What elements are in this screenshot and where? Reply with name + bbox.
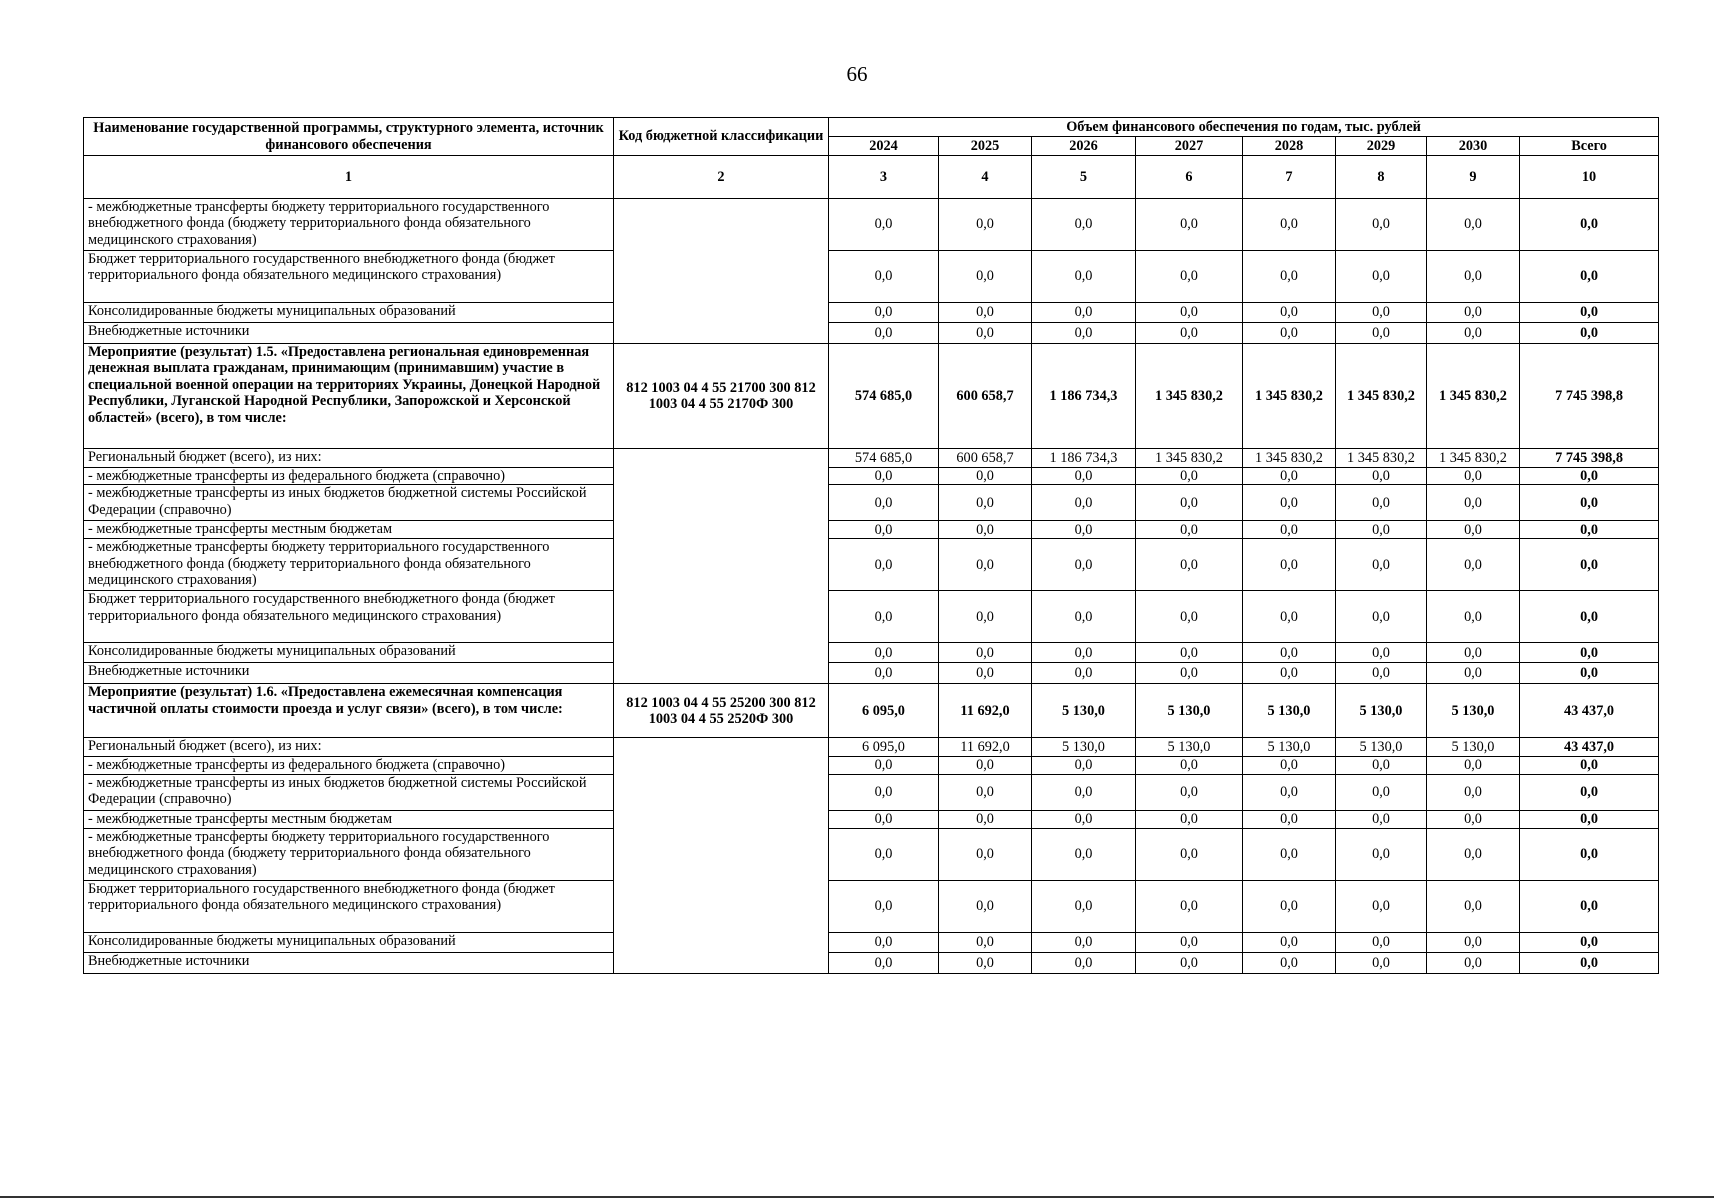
year-value: 0,0 <box>1032 774 1136 810</box>
year-value: 5 130,0 <box>1032 738 1136 757</box>
year-value: 6 095,0 <box>829 684 939 738</box>
year-value: 1 345 830,2 <box>1136 449 1243 468</box>
table-row <box>84 952 1659 973</box>
year-value: 0,0 <box>1032 757 1136 774</box>
year-value: 0,0 <box>1136 199 1243 251</box>
year-value: 0,0 <box>1336 468 1427 485</box>
year-value: 0,0 <box>1243 757 1336 774</box>
row-name: Внебюджетные источники <box>84 323 614 344</box>
year-value: 0,0 <box>1136 323 1243 344</box>
year-value: 0,0 <box>1243 643 1336 663</box>
financing-table <box>83 117 1659 974</box>
year-value: 0,0 <box>1243 199 1336 251</box>
year-value: 1 186 734,3 <box>1032 344 1136 449</box>
year-value: 0,0 <box>1336 521 1427 539</box>
year-value: 0,0 <box>1243 539 1336 591</box>
total-value: 0,0 <box>1520 757 1659 774</box>
year-value: 0,0 <box>1136 303 1243 323</box>
total-value: 0,0 <box>1520 774 1659 810</box>
year-value: 0,0 <box>1136 591 1243 643</box>
year-value: 0,0 <box>1243 774 1336 810</box>
header-code: Код бюджетной классификации <box>614 118 829 156</box>
year-value: 0,0 <box>939 810 1032 828</box>
year-value: 11 692,0 <box>939 684 1032 738</box>
total-value: 0,0 <box>1520 251 1659 303</box>
year-value: 0,0 <box>1136 251 1243 303</box>
row-name: - межбюджетные трансферты бюджету территориального государственного внебюджетного фонда (бюджету территориального фонда обязательного медицинского страхования) <box>84 199 614 251</box>
year-value: 5 130,0 <box>1243 684 1336 738</box>
year-value: 0,0 <box>1032 303 1136 323</box>
table-row <box>84 251 1659 303</box>
year-value: 0,0 <box>1243 663 1336 684</box>
total-value: 0,0 <box>1520 663 1659 684</box>
year-value: 0,0 <box>1336 757 1427 774</box>
year-value: 0,0 <box>939 251 1032 303</box>
year-value: 600 658,7 <box>939 449 1032 468</box>
year-value: 574 685,0 <box>829 344 939 449</box>
year-value: 0,0 <box>1336 539 1427 591</box>
year-value: 0,0 <box>939 539 1032 591</box>
year-value: 0,0 <box>1336 199 1427 251</box>
year-value: 0,0 <box>1427 774 1520 810</box>
total-value: 0,0 <box>1520 323 1659 344</box>
year-value: 5 130,0 <box>1243 738 1336 757</box>
year-value: 0,0 <box>1336 643 1427 663</box>
year-value: 0,0 <box>1243 303 1336 323</box>
total-value: 0,0 <box>1520 468 1659 485</box>
year-value: 1 345 830,2 <box>1136 344 1243 449</box>
year-value: 5 130,0 <box>1336 684 1427 738</box>
header-year: 2030 <box>1427 137 1520 156</box>
year-value: 0,0 <box>939 468 1032 485</box>
year-value: 0,0 <box>1032 468 1136 485</box>
year-value: 0,0 <box>1032 828 1136 880</box>
year-value: 0,0 <box>1427 828 1520 880</box>
table-row <box>84 344 1659 449</box>
year-value: 0,0 <box>829 952 939 973</box>
year-value: 0,0 <box>939 932 1032 952</box>
year-value: 1 345 830,2 <box>1243 449 1336 468</box>
row-name: Внебюджетные источники <box>84 663 614 684</box>
table-row <box>84 591 1659 643</box>
year-value: 0,0 <box>1243 880 1336 932</box>
row-name: Консолидированные бюджеты муниципальных образований <box>84 643 614 663</box>
column-number: 1 <box>84 156 614 199</box>
year-value: 0,0 <box>1336 810 1427 828</box>
total-value: 43 437,0 <box>1520 684 1659 738</box>
year-value: 0,0 <box>829 932 939 952</box>
year-value: 1 345 830,2 <box>1336 449 1427 468</box>
year-value: 0,0 <box>1032 323 1136 344</box>
column-number: 7 <box>1243 156 1336 199</box>
year-value: 0,0 <box>829 828 939 880</box>
year-value: 0,0 <box>829 663 939 684</box>
year-value: 0,0 <box>829 303 939 323</box>
scan-edge-line <box>0 1196 1714 1198</box>
header-total: Всего <box>1520 137 1659 156</box>
header-year: 2028 <box>1243 137 1336 156</box>
year-value: 0,0 <box>1032 199 1136 251</box>
column-number: 9 <box>1427 156 1520 199</box>
total-value: 0,0 <box>1520 932 1659 952</box>
row-name: Региональный бюджет (всего), из них: <box>84 449 614 468</box>
year-value: 0,0 <box>829 323 939 344</box>
table-row <box>84 539 1659 591</box>
table-row <box>84 932 1659 952</box>
row-name: - межбюджетные трансферты из федерального бюджета (справочно) <box>84 468 614 485</box>
year-value: 0,0 <box>1243 521 1336 539</box>
year-value: 0,0 <box>1336 952 1427 973</box>
year-value: 5 130,0 <box>1427 684 1520 738</box>
total-value: 0,0 <box>1520 952 1659 973</box>
year-value: 0,0 <box>1032 539 1136 591</box>
total-value: 0,0 <box>1520 539 1659 591</box>
header-year: 2027 <box>1136 137 1243 156</box>
budget-code-empty <box>614 199 829 344</box>
table-row <box>84 684 1659 738</box>
year-value: 0,0 <box>1427 932 1520 952</box>
year-value: 574 685,0 <box>829 449 939 468</box>
year-value: 1 345 830,2 <box>1427 344 1520 449</box>
row-name: - межбюджетные трансферты местным бюджетам <box>84 521 614 539</box>
year-value: 0,0 <box>939 774 1032 810</box>
total-value: 43 437,0 <box>1520 738 1659 757</box>
year-value: 0,0 <box>1032 932 1136 952</box>
row-name: Бюджет территориального государственного внебюджетного фонда (бюджет территориального фонда обязательного медицинского страхования) <box>84 880 614 932</box>
year-value: 0,0 <box>939 828 1032 880</box>
year-value: 5 130,0 <box>1336 738 1427 757</box>
year-value: 1 345 830,2 <box>1336 344 1427 449</box>
page-number: 66 <box>846 62 868 86</box>
year-value: 0,0 <box>1243 952 1336 973</box>
row-name: - межбюджетные трансферты из иных бюджетов бюджетной системы Российской Федерации (справочно) <box>84 485 614 521</box>
year-value: 0,0 <box>1427 643 1520 663</box>
table-row <box>84 303 1659 323</box>
year-value: 0,0 <box>1427 880 1520 932</box>
year-value: 0,0 <box>1136 932 1243 952</box>
column-number: 2 <box>614 156 829 199</box>
year-value: 0,0 <box>829 539 939 591</box>
header-year: 2026 <box>1032 137 1136 156</box>
year-value: 0,0 <box>1336 880 1427 932</box>
total-value: 0,0 <box>1520 643 1659 663</box>
year-value: 0,0 <box>1427 303 1520 323</box>
row-name: Консолидированные бюджеты муниципальных образований <box>84 303 614 323</box>
header-name: Наименование государственной программы, структурного элемента, источник финансового обеспечения <box>84 118 614 156</box>
year-value: 0,0 <box>1427 663 1520 684</box>
year-value: 0,0 <box>1136 828 1243 880</box>
year-value: 0,0 <box>829 757 939 774</box>
year-value: 0,0 <box>1136 774 1243 810</box>
total-value: 0,0 <box>1520 880 1659 932</box>
total-value: 0,0 <box>1520 485 1659 521</box>
year-value: 0,0 <box>1136 757 1243 774</box>
year-value: 0,0 <box>1136 539 1243 591</box>
year-value: 0,0 <box>829 199 939 251</box>
year-value: 0,0 <box>1427 810 1520 828</box>
table-row <box>84 810 1659 828</box>
year-value: 0,0 <box>1243 323 1336 344</box>
total-value: 0,0 <box>1520 521 1659 539</box>
year-value: 0,0 <box>1032 952 1136 973</box>
total-value: 7 745 398,8 <box>1520 449 1659 468</box>
year-value: 0,0 <box>939 663 1032 684</box>
table-row <box>84 757 1659 774</box>
year-value: 0,0 <box>1243 251 1336 303</box>
year-value: 0,0 <box>1243 828 1336 880</box>
year-value: 0,0 <box>939 591 1032 643</box>
year-value: 0,0 <box>829 468 939 485</box>
year-value: 0,0 <box>1136 643 1243 663</box>
year-value: 0,0 <box>1136 880 1243 932</box>
row-name: - межбюджетные трансферты бюджету территориального государственного внебюджетного фонда (бюджету территориального фонда обязательного медицинского страхования) <box>84 828 614 880</box>
year-value: 0,0 <box>939 521 1032 539</box>
total-value: 0,0 <box>1520 810 1659 828</box>
table-row <box>84 738 1659 757</box>
column-number: 4 <box>939 156 1032 199</box>
year-value: 0,0 <box>1336 303 1427 323</box>
year-value: 0,0 <box>829 774 939 810</box>
year-value: 0,0 <box>1427 251 1520 303</box>
year-value: 0,0 <box>939 323 1032 344</box>
row-name: Внебюджетные источники <box>84 952 614 973</box>
table-row <box>84 774 1659 810</box>
year-value: 5 130,0 <box>1136 738 1243 757</box>
table-row <box>84 449 1659 468</box>
year-value: 0,0 <box>1427 468 1520 485</box>
year-value: 0,0 <box>1427 757 1520 774</box>
year-value: 0,0 <box>829 591 939 643</box>
total-value: 7 745 398,8 <box>1520 344 1659 449</box>
row-name: - межбюджетные трансферты местным бюджетам <box>84 810 614 828</box>
table-row <box>84 521 1659 539</box>
year-value: 0,0 <box>1243 932 1336 952</box>
total-value: 0,0 <box>1520 828 1659 880</box>
table-row <box>84 199 1659 251</box>
year-value: 11 692,0 <box>939 738 1032 757</box>
year-value: 0,0 <box>1336 774 1427 810</box>
year-value: 0,0 <box>1336 323 1427 344</box>
budget-code: 812 1003 04 4 55 21700 300 812 1003 04 4 55 2170Ф 300 <box>614 344 829 449</box>
year-value: 0,0 <box>1427 521 1520 539</box>
year-value: 0,0 <box>829 485 939 521</box>
table-body <box>84 199 1659 974</box>
budget-code-empty <box>614 738 829 973</box>
year-value: 0,0 <box>1336 828 1427 880</box>
year-value: 0,0 <box>1136 952 1243 973</box>
year-value: 0,0 <box>1336 663 1427 684</box>
year-value: 6 095,0 <box>829 738 939 757</box>
year-value: 0,0 <box>1243 485 1336 521</box>
total-value: 0,0 <box>1520 591 1659 643</box>
header-year: 2029 <box>1336 137 1427 156</box>
column-number: 5 <box>1032 156 1136 199</box>
year-value: 0,0 <box>1136 521 1243 539</box>
table-row <box>84 323 1659 344</box>
row-name: - межбюджетные трансферты из федерального бюджета (справочно) <box>84 757 614 774</box>
year-value: 0,0 <box>1136 810 1243 828</box>
row-name: Бюджет территориального государственного внебюджетного фонда (бюджет территориального фонда обязательного медицинского страхования) <box>84 251 614 303</box>
column-number: 3 <box>829 156 939 199</box>
year-value: 5 130,0 <box>1427 738 1520 757</box>
row-name: - межбюджетные трансферты из иных бюджетов бюджетной системы Российской Федерации (справочно) <box>84 774 614 810</box>
year-value: 0,0 <box>939 952 1032 973</box>
year-value: 0,0 <box>1032 251 1136 303</box>
year-value: 5 130,0 <box>1032 684 1136 738</box>
year-value: 0,0 <box>1336 485 1427 521</box>
year-value: 0,0 <box>1032 643 1136 663</box>
row-name: Бюджет территориального государственного внебюджетного фонда (бюджет территориального фонда обязательного медицинского страхования) <box>84 591 614 643</box>
row-name: Региональный бюджет (всего), из них: <box>84 738 614 757</box>
year-value: 0,0 <box>1032 521 1136 539</box>
year-value: 0,0 <box>939 643 1032 663</box>
header-volume: Объем финансового обеспечения по годам, тыс. рублей <box>829 118 1659 137</box>
year-value: 0,0 <box>1032 880 1136 932</box>
year-value: 0,0 <box>1136 468 1243 485</box>
year-value: 1 186 734,3 <box>1032 449 1136 468</box>
row-name: Консолидированные бюджеты муниципальных образований <box>84 932 614 952</box>
budget-code: 812 1003 04 4 55 25200 300 812 1003 04 4 55 2520Ф 300 <box>614 684 829 738</box>
table-row <box>84 643 1659 663</box>
table-row <box>84 468 1659 485</box>
column-number: 6 <box>1136 156 1243 199</box>
total-value: 0,0 <box>1520 303 1659 323</box>
year-value: 0,0 <box>1427 485 1520 521</box>
year-value: 0,0 <box>1336 932 1427 952</box>
table-row <box>84 828 1659 880</box>
total-value: 0,0 <box>1520 199 1659 251</box>
year-value: 1 345 830,2 <box>1243 344 1336 449</box>
table-row <box>84 880 1659 932</box>
year-value: 0,0 <box>829 643 939 663</box>
year-value: 0,0 <box>1427 323 1520 344</box>
year-value: 0,0 <box>829 251 939 303</box>
year-value: 0,0 <box>829 810 939 828</box>
header-year: 2024 <box>829 137 939 156</box>
year-value: 0,0 <box>939 199 1032 251</box>
budget-code-empty <box>614 449 829 684</box>
header-year: 2025 <box>939 137 1032 156</box>
year-value: 0,0 <box>1427 199 1520 251</box>
year-value: 0,0 <box>1243 468 1336 485</box>
year-value: 0,0 <box>1336 251 1427 303</box>
year-value: 0,0 <box>1032 591 1136 643</box>
row-name: Мероприятие (результат) 1.5. «Предоставлена региональная единовременная денежная выплата гражданам, принимающим (принимавшим) участие в специальной военной операции на территориях Украины, Донецкой Народной Республики, Луганской Народной Республики, Запорожской и Херсонской областей» (всего), в том числе: <box>84 344 614 449</box>
year-value: 0,0 <box>1032 485 1136 521</box>
year-value: 0,0 <box>1136 485 1243 521</box>
year-value: 0,0 <box>1427 539 1520 591</box>
year-value: 600 658,7 <box>939 344 1032 449</box>
year-value: 0,0 <box>1136 663 1243 684</box>
row-name: - межбюджетные трансферты бюджету территориального государственного внебюджетного фонда (бюджету территориального фонда обязательного медицинского страхования) <box>84 539 614 591</box>
year-value: 0,0 <box>1427 952 1520 973</box>
year-value: 0,0 <box>939 303 1032 323</box>
year-value: 0,0 <box>1427 591 1520 643</box>
year-value: 0,0 <box>829 880 939 932</box>
year-value: 1 345 830,2 <box>1427 449 1520 468</box>
table-row <box>84 663 1659 684</box>
year-value: 0,0 <box>1243 810 1336 828</box>
year-value: 5 130,0 <box>1136 684 1243 738</box>
year-value: 0,0 <box>1032 810 1136 828</box>
year-value: 0,0 <box>829 521 939 539</box>
year-value: 0,0 <box>939 485 1032 521</box>
column-number: 10 <box>1520 156 1659 199</box>
year-value: 0,0 <box>1243 591 1336 643</box>
year-value: 0,0 <box>1032 663 1136 684</box>
year-value: 0,0 <box>939 880 1032 932</box>
column-number: 8 <box>1336 156 1427 199</box>
row-name: Мероприятие (результат) 1.6. «Предоставлена ежемесячная компенсация частичной оплаты стоимости проезда и услуг связи» (всего), в том числе: <box>84 684 614 738</box>
year-value: 0,0 <box>939 757 1032 774</box>
table-row <box>84 485 1659 521</box>
year-value: 0,0 <box>1336 591 1427 643</box>
